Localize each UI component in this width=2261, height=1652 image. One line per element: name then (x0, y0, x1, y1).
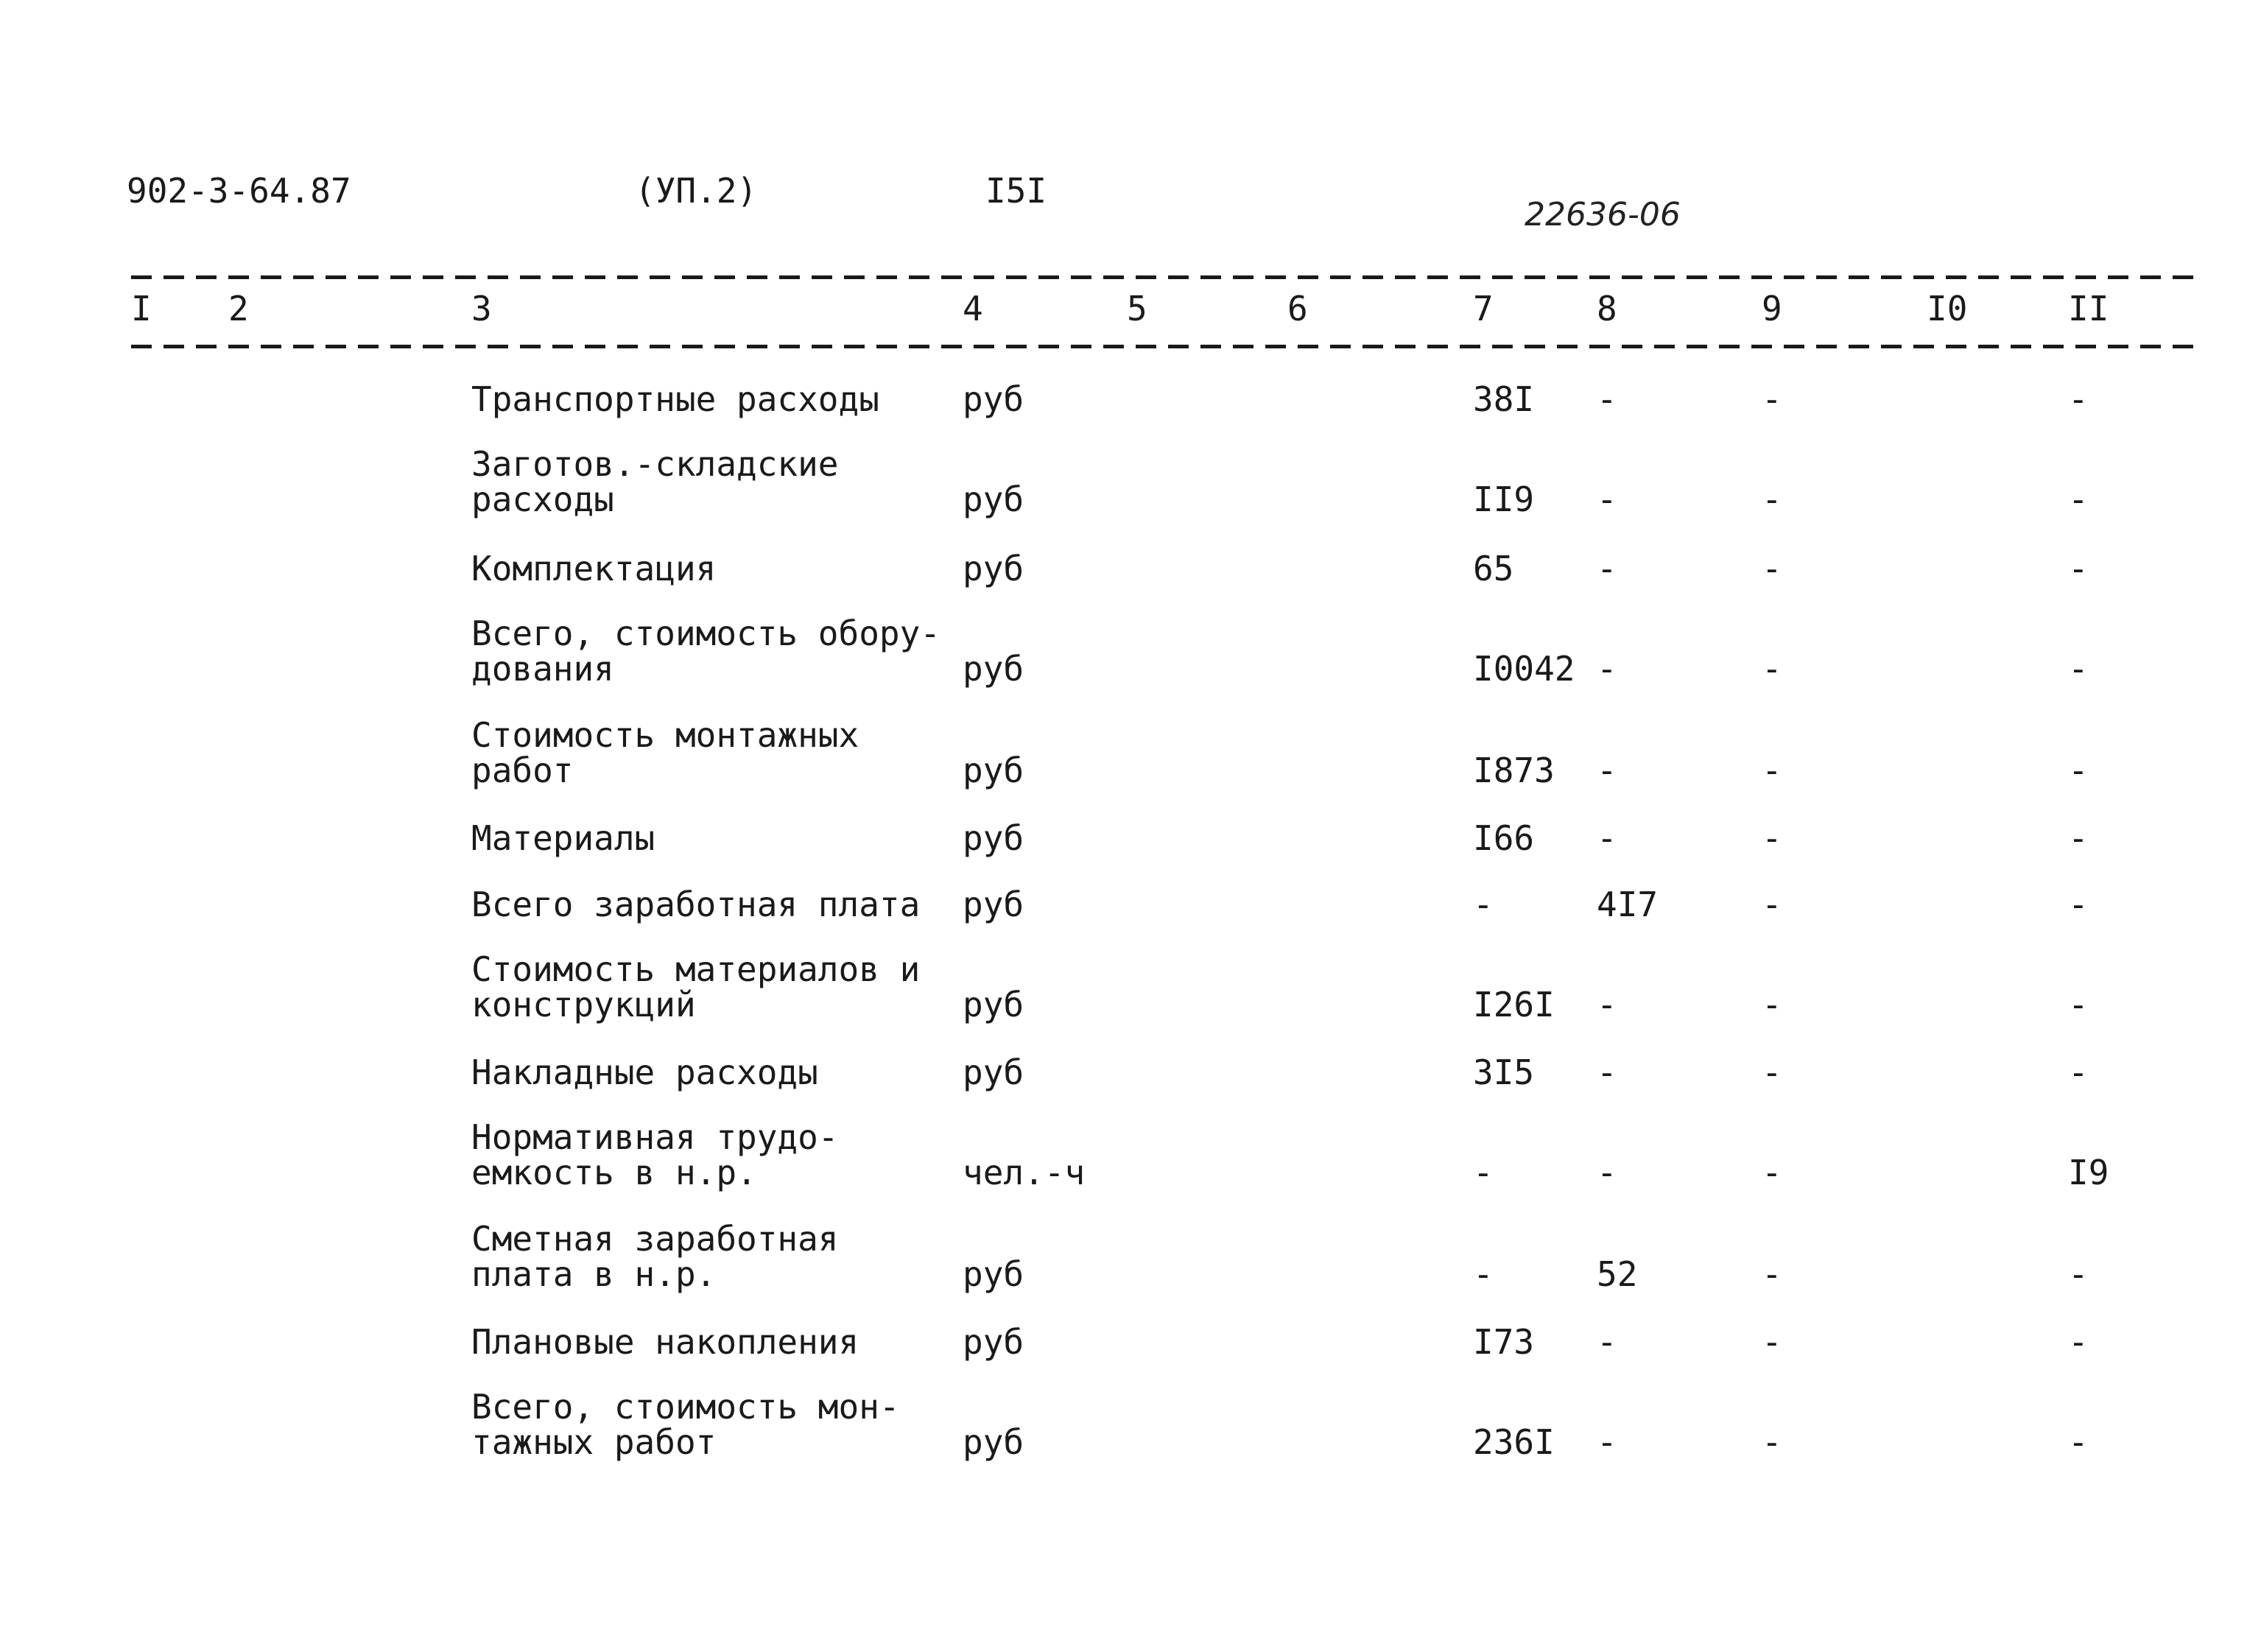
section-label: (УП.2) (635, 171, 758, 211)
value-col-7: I73 (1473, 1322, 1535, 1362)
item-unit: руб (963, 379, 1024, 419)
dashed-rule-top (131, 275, 2193, 279)
value-col-11: - (2068, 1322, 2089, 1362)
value-col-7: - (1473, 1254, 1494, 1294)
value-col-8: - (1597, 379, 1617, 419)
value-col-8: 4I7 (1597, 885, 1659, 924)
value-col-11: - (2068, 649, 2089, 689)
table-row (0, 881, 2261, 922)
item-name: Стоимость материалов и конструкций (471, 949, 921, 1024)
value-col-9: - (1762, 1052, 1782, 1092)
column-number-3: 3 (471, 289, 492, 328)
item-name: Всего, стоимость обору- дования (471, 614, 940, 689)
column-number-8: 8 (1597, 289, 1617, 328)
table-row (0, 1318, 2261, 1360)
value-col-8: - (1597, 549, 1617, 588)
value-col-11: I9 (2068, 1153, 2109, 1192)
document-code: 902-3-64.87 (127, 171, 351, 211)
item-name: Заготов.-складские расходы (471, 444, 839, 519)
column-number-5: 5 (1127, 289, 1147, 328)
value-col-7: I26I (1473, 985, 1555, 1024)
handwritten-number: 22636-06 (1525, 196, 1681, 233)
item-name: Нормативная трудо- емкость в н.р. (471, 1117, 839, 1192)
table-row (0, 1117, 2261, 1192)
table-row (0, 1389, 2261, 1460)
value-col-11: - (2068, 1052, 2089, 1092)
value-col-9: - (1762, 1153, 1782, 1192)
value-col-8: - (1597, 818, 1617, 858)
value-col-7: - (1473, 1153, 1494, 1192)
value-col-7: 236I (1473, 1422, 1555, 1462)
item-name: Всего, стоимость мон- тажных работ (471, 1387, 900, 1462)
page-number: I5I (985, 171, 1047, 211)
value-col-8: - (1597, 1052, 1617, 1092)
item-name: Материалы (471, 818, 655, 858)
value-col-11: - (2068, 885, 2089, 924)
item-unit: руб (963, 751, 1024, 790)
value-col-8: - (1597, 1422, 1617, 1462)
item-name: Стоимость монтажных работ (471, 715, 859, 790)
value-col-9: - (1762, 479, 1782, 519)
value-col-9: - (1762, 885, 1782, 924)
value-col-11: - (2068, 1422, 2089, 1462)
value-col-11: - (2068, 985, 2089, 1024)
value-col-8: - (1597, 1153, 1617, 1192)
value-col-9: - (1762, 379, 1782, 419)
item-unit: руб (963, 985, 1024, 1024)
value-col-11: - (2068, 818, 2089, 858)
column-number-1: I (131, 289, 152, 328)
table-row (0, 446, 2261, 517)
table-row (0, 717, 2261, 788)
item-name: Транспортные расходы (471, 379, 879, 419)
value-col-8: - (1597, 649, 1617, 689)
table-row (0, 949, 2261, 1024)
value-col-7: I873 (1473, 751, 1555, 790)
value-col-7: I66 (1473, 818, 1535, 858)
value-col-9: - (1762, 1322, 1782, 1362)
column-number-4: 4 (963, 289, 983, 328)
column-number-9: 9 (1762, 289, 1782, 328)
value-col-11: - (2068, 549, 2089, 588)
item-unit: руб (963, 1422, 1024, 1462)
item-unit: руб (963, 649, 1024, 689)
item-unit: руб (963, 479, 1024, 519)
value-col-8: - (1597, 985, 1617, 1024)
table-row (0, 545, 2261, 586)
column-number-11: II (2068, 289, 2109, 328)
column-number-10: I0 (1927, 289, 1968, 328)
item-unit: руб (963, 818, 1024, 858)
value-col-9: - (1762, 751, 1782, 790)
item-unit: руб (963, 1254, 1024, 1294)
item-unit: руб (963, 1052, 1024, 1092)
column-number-2: 2 (228, 289, 249, 328)
value-col-7: I0042 (1473, 649, 1575, 689)
value-col-9: - (1762, 818, 1782, 858)
value-col-9: - (1762, 985, 1782, 1024)
column-number-6: 6 (1287, 289, 1308, 328)
item-name: Комплектация (471, 549, 717, 588)
value-col-8: - (1597, 751, 1617, 790)
value-col-9: - (1762, 1254, 1782, 1294)
value-col-9: - (1762, 1422, 1782, 1462)
value-col-7: 3I5 (1473, 1052, 1535, 1092)
item-unit: руб (963, 885, 1024, 924)
value-col-11: - (2068, 479, 2089, 519)
item-unit: чел.-ч (963, 1153, 1086, 1192)
column-number-7: 7 (1473, 289, 1494, 328)
value-col-9: - (1762, 649, 1782, 689)
table-row (0, 815, 2261, 856)
value-col-8: 52 (1597, 1254, 1638, 1294)
table-row (0, 614, 2261, 689)
value-col-7: 65 (1473, 549, 1514, 588)
value-col-7: II9 (1473, 479, 1535, 519)
item-name: Накладные расходы (471, 1052, 818, 1092)
value-col-9: - (1762, 549, 1782, 588)
value-col-7: 38I (1473, 379, 1535, 419)
value-col-8: - (1597, 479, 1617, 519)
dashed-rule-bottom (131, 345, 2193, 348)
table-row (0, 376, 2261, 417)
value-col-8: - (1597, 1322, 1617, 1362)
item-unit: руб (963, 549, 1024, 588)
item-unit: руб (963, 1322, 1024, 1362)
value-col-11: - (2068, 379, 2089, 419)
table-row (0, 1049, 2261, 1090)
item-name: Сметная заработная плата в н.р. (471, 1219, 839, 1294)
value-col-11: - (2068, 1254, 2089, 1294)
item-name: Плановые накопления (471, 1322, 859, 1362)
table-row (0, 1221, 2261, 1292)
item-name: Всего заработная плата (471, 885, 921, 924)
value-col-7: - (1473, 885, 1494, 924)
value-col-11: - (2068, 751, 2089, 790)
